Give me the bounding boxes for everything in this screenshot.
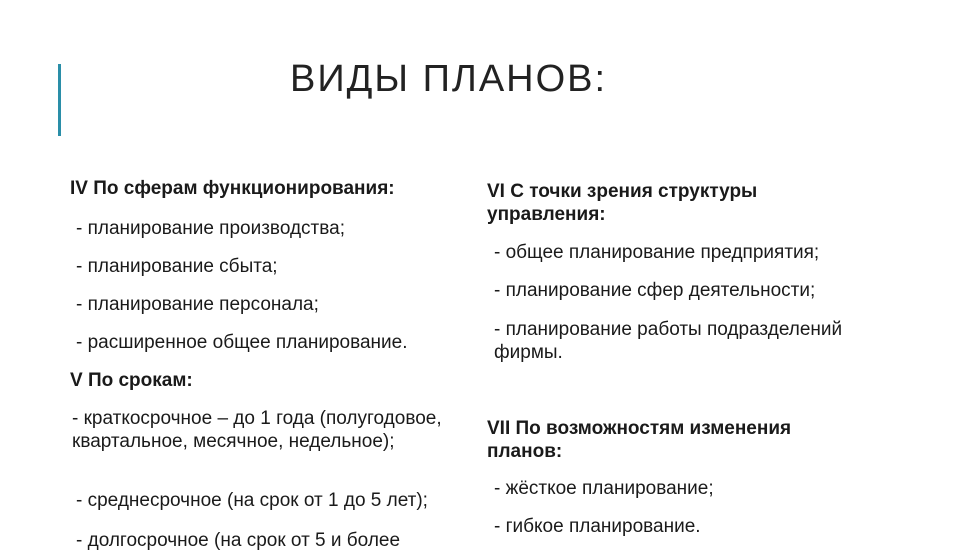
section-7-item: - гибкое планирование. — [494, 516, 701, 537]
section-5-item: - краткосрочное – до 1 года (полугодовое, квартальное, месячное, недельное); — [72, 408, 442, 452]
section-4-item: - планирование производства; — [76, 218, 345, 239]
section-5-heading: V По срокам: — [70, 370, 193, 391]
section-4-heading: IV По сферам функционирования: — [70, 178, 395, 199]
section-7-item: - жёсткое планирование; — [494, 478, 714, 499]
section-5-item: - среднесрочное (на срок от 1 до 5 лет); — [76, 490, 428, 511]
section-6-item: - общее планирование предприятия; — [494, 242, 820, 263]
section-6-item: - планирование работы подразделений фирмы. — [494, 319, 843, 363]
accent-bar — [58, 64, 61, 136]
section-4-item: - расширенное общее планирование. — [76, 332, 408, 353]
section-6-heading: VI С точки зрения структуры управления: — [487, 181, 758, 225]
section-5-item: - долгосрочное (на срок от 5 и более — [76, 530, 401, 551]
section-4-item: - планирование персонала; — [76, 294, 319, 315]
section-6-item: - планирование сфер деятельности; — [494, 280, 816, 301]
slide-title: ВИДЫ ПЛАНОВ: — [290, 58, 608, 100]
section-4-item: - планирование сбыта; — [76, 256, 278, 277]
section-7-heading: VII По возможностям изменения планов: — [487, 418, 792, 462]
